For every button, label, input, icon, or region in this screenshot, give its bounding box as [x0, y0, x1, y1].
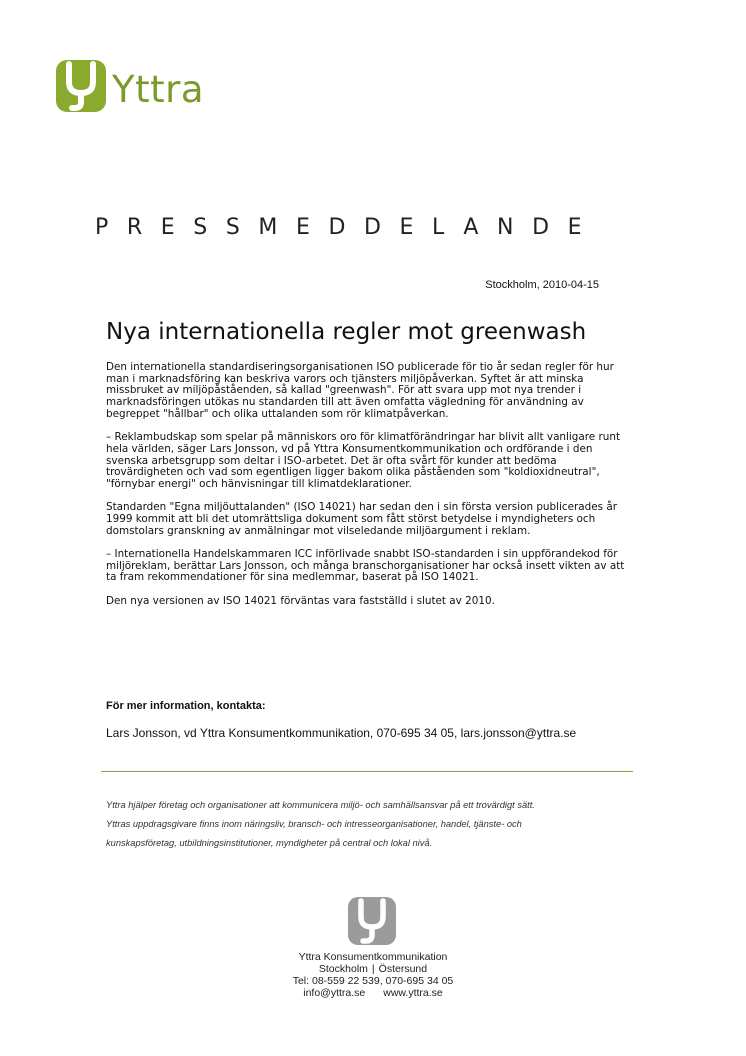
about-line: Yttras uppdragsgivare finns inom näringsliv, bransch- och intresseorganisationer, handel, tjänste- och [106, 819, 522, 829]
contact-heading: För mer information, kontakta: [106, 700, 266, 712]
body-paragraph: Den internationella standardiseringsorganisationen ISO publicerade för tio år sedan regler för hur man i marknadsföring kan beskriva varors och tjänsters miljöpåverkan. Syftet är att minska missbruket av miljöpåståenden, så kallad "greenwash". För att svara upp mot nya trender i marknadsföringen utökas nu standarden till att även omfatta vägledning för användning av begreppet "hållbar" och olika uttalanden som rör klimatpåverkan. [106, 361, 614, 420]
footer-address [223, 951, 523, 999]
press-release-body [106, 362, 628, 619]
body-paragraph: – Internationella Handelskammaren ICC införlivade snabbt ISO-standarden i sin uppförandekod för miljöreklam, berättar Lars Jonsson, och många branschorganisationer har också insett vikten av att ta fram rekommendationer för sina medlemmar, baserat på ISO 14021. [106, 547, 625, 584]
footer-city: Stockholm [318, 963, 368, 975]
footer-web [223, 987, 523, 999]
about-line: Yttra hjälper företag och organisationer att kommunicera miljö- och samhällsansvar på ett trovärdigt sätt. [106, 800, 535, 810]
footer-email-link[interactable]: info@yttra.se [303, 987, 366, 999]
document-type-heading: PRESSMEDDELANDE [95, 215, 601, 240]
footer-company: Yttra Konsumentkommunikation [298, 951, 448, 963]
yttra-y-icon [348, 897, 396, 945]
footer-phone: Tel: 08-559 22 539, 070-695 34 05 [292, 975, 454, 987]
body-paragraph: Standarden "Egna miljöuttalanden" (ISO 14021) har sedan den i sin första version publicerades år 1999 kommit att bli det utomrättsliga dokument som fått störst betydelse i myndigheters och domstolars granskning av anmälningar mot vilseledande miljöargument i reklam. [106, 501, 617, 537]
dateline: Stockholm, 2010-04-15 [485, 279, 599, 291]
body-paragraph: – Reklambudskap som spelar på människors oro för klimatförändringar har blivit allt vanligare runt hela världen, säger Lars Jonsson, vd på Yttra Konsumentkommunikation och ordförande i den svenska arbetsgrupp som deltar i ISO-arbetet. Det är ofta svårt för kunder att bedöma trovärdigheten och vad som egentligen ligger bakom olika påståenden som "koldioxidneutral", "förnybar energi" och hänvisningar till klimatdeklarationer. [106, 431, 621, 490]
company-logo [56, 60, 204, 112]
footer-city: Östersund [378, 963, 428, 975]
yttra-y-icon [56, 60, 106, 112]
about-company [106, 796, 636, 853]
press-release-headline: Nya internationella regler mot greenwash [106, 319, 587, 345]
logo-wordmark: Yttra [112, 67, 205, 111]
about-line: kunskapsföretag, utbildningsinstitutioner, myndigheter på central och lokal nivå. [106, 838, 433, 848]
body-paragraph: Den nya versionen av ISO 14021 förväntas vara fastställd i slutet av 2010. [106, 594, 495, 607]
footer-website-link[interactable]: www.yttra.se [383, 987, 443, 999]
section-divider [101, 771, 633, 772]
footer-cities [223, 963, 523, 975]
contact-details: Lars Jonsson, vd Yttra Konsumentkommunikation, 070-695 34 05, lars.jonsson@yttra.se [106, 726, 577, 740]
footer-separator: | [371, 963, 375, 975]
